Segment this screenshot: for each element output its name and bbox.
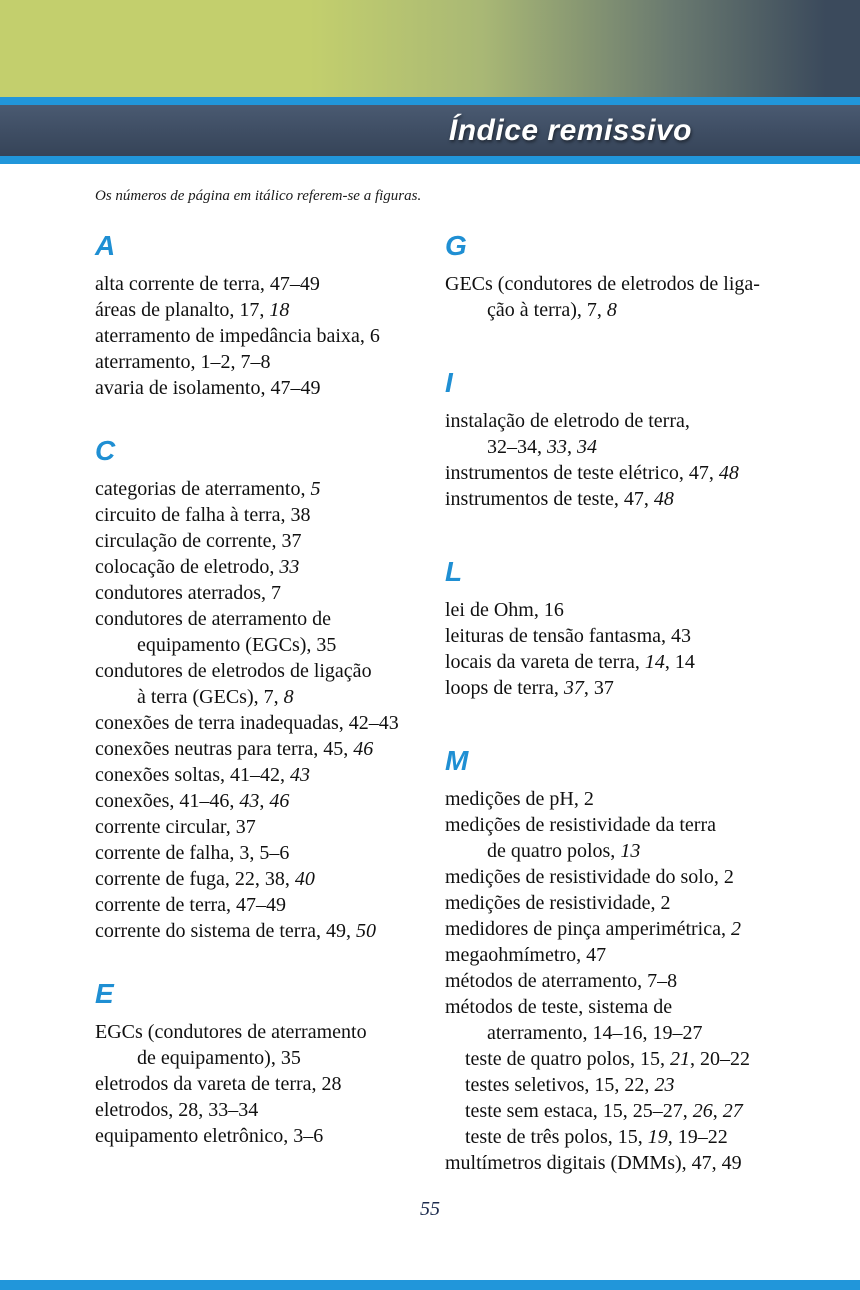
- entry-text: 32–34,: [487, 436, 547, 458]
- index-entry: [445, 994, 840, 1020]
- index-entry: [445, 864, 840, 890]
- index-entry: [445, 460, 840, 486]
- entry-text: teste de quatro polos, 15,: [465, 1048, 670, 1070]
- figure-page-ref: 21: [669, 1048, 690, 1070]
- entry-text: multímetros digitais (DMMs), 47, 49: [445, 1152, 742, 1174]
- index-entry: [445, 597, 840, 623]
- entry-text: , 14: [664, 651, 695, 673]
- entry-text: ,: [259, 790, 270, 812]
- index-section-l: [445, 558, 840, 701]
- figure-page-ref: 33: [547, 436, 567, 458]
- figure-page-ref: 40: [294, 868, 315, 890]
- index-section-e: [95, 980, 445, 1149]
- figure-page-ref: 2: [731, 918, 741, 940]
- index-entry: [95, 580, 445, 606]
- index-entry: [445, 916, 840, 942]
- entry-text: eletrodos, 28, 33–34: [95, 1099, 259, 1121]
- column-left: [95, 232, 445, 1176]
- figure-page-ref: 26: [692, 1100, 713, 1122]
- figure-page-ref: 8: [606, 299, 617, 321]
- figure-page-ref: 37: [563, 677, 584, 699]
- figure-page-ref: 34: [577, 436, 597, 458]
- entry-text: conexões, 41–46,: [95, 790, 240, 812]
- index-entry: [95, 736, 445, 762]
- index-entry: [445, 297, 840, 323]
- section-letter: E: [95, 978, 114, 1009]
- index-columns: [95, 232, 840, 1176]
- index-entry: [445, 649, 840, 675]
- index-section-c: [95, 437, 445, 944]
- entry-text: métodos de teste, sistema de: [445, 996, 673, 1018]
- index-entry: [95, 788, 445, 814]
- index-section-m: [445, 747, 840, 1176]
- index-entry: [95, 632, 445, 658]
- page-title: Índice remissivo: [448, 113, 692, 147]
- entry-text: testes seletivos, 15, 22,: [465, 1074, 655, 1096]
- entry-text: avaria de isolamento, 47–49: [95, 377, 321, 399]
- index-entry: [445, 1020, 840, 1046]
- entry-text: áreas de planalto, 17,: [95, 299, 270, 321]
- index-entry: [445, 434, 840, 460]
- index-entry: [95, 918, 445, 944]
- entry-text: alta corrente de terra, 47–49: [95, 273, 320, 295]
- footer-bar: [0, 1280, 860, 1290]
- index-entry: [95, 476, 445, 502]
- entry-text: categorias de aterramento,: [95, 478, 311, 500]
- entry-text: , 37: [583, 677, 614, 699]
- index-entry: [95, 375, 445, 401]
- entry-text: equipamento eletrônico, 3–6: [95, 1125, 324, 1147]
- entry-text: medidores de pinça amperimétrica,: [445, 918, 731, 940]
- entry-text: instrumentos de teste, 47,: [445, 488, 654, 510]
- section-letter: C: [95, 435, 116, 466]
- figure-page-ref: 13: [620, 840, 641, 862]
- figure-page-ref: 27: [722, 1100, 743, 1122]
- figure-page-ref: 5: [310, 478, 321, 500]
- index-entry: [95, 762, 445, 788]
- index-entry: [95, 1123, 445, 1149]
- entry-text: equipamento (EGCs), 35: [137, 634, 337, 656]
- figure-page-ref: 48: [718, 462, 739, 484]
- section-letter: A: [95, 230, 116, 261]
- entry-text: , 20–22: [689, 1048, 750, 1070]
- index-entry: [95, 1019, 445, 1045]
- column-right: [445, 232, 840, 1176]
- header-stripe-bottom: [0, 156, 860, 164]
- index-entry: [95, 710, 445, 736]
- section-letter: M: [445, 745, 469, 776]
- entry-text: aterramento de impedância baixa, 6: [95, 325, 380, 347]
- index-entry: [445, 408, 840, 434]
- index-entry: [95, 892, 445, 918]
- index-section-a: [95, 232, 445, 401]
- figure-page-ref: 50: [356, 920, 377, 942]
- entry-text: eletrodos da vareta de terra, 28: [95, 1073, 342, 1095]
- index-entry: [445, 968, 840, 994]
- entry-text: loops de terra,: [445, 677, 564, 699]
- index-entry: [445, 812, 840, 838]
- index-entry: [445, 271, 840, 297]
- index-entry: [445, 838, 840, 864]
- index-entry: [95, 554, 445, 580]
- entry-text: condutores de aterramento de: [95, 608, 332, 630]
- entry-text: corrente de fuga, 22, 38,: [95, 868, 295, 890]
- index-entry: [445, 623, 840, 649]
- index-section-g: [445, 232, 840, 323]
- index-entry: [95, 297, 445, 323]
- figure-page-ref: 46: [269, 790, 290, 812]
- entry-text: corrente de terra, 47–49: [95, 894, 287, 916]
- index-entry: [95, 866, 445, 892]
- index-entry: [445, 1046, 840, 1072]
- entry-text: EGCs (condutores de aterramento: [95, 1021, 367, 1043]
- figure-page-ref: 46: [353, 738, 374, 760]
- entry-text: GECs (condutores de eletrodos de liga-: [445, 273, 760, 295]
- entry-text: medições de pH, 2: [445, 788, 594, 810]
- index-entry: [95, 1045, 445, 1071]
- index-entry: [445, 942, 840, 968]
- figure-page-ref: 43: [289, 764, 310, 786]
- header-stripe-top: [0, 97, 860, 105]
- entry-text: leituras de tensão fantasma, 43: [445, 625, 692, 647]
- entry-text: instalação de eletrodo de terra,: [445, 410, 690, 432]
- index-entry: [95, 1097, 445, 1123]
- page-number: 55: [420, 1198, 440, 1220]
- entry-text: lei de Ohm, 16: [445, 599, 564, 621]
- index-entry: [445, 675, 840, 701]
- entry-text: corrente de falha, 3, 5–6: [95, 842, 290, 864]
- index-entry: [95, 606, 445, 632]
- section-letter: L: [445, 556, 463, 587]
- entry-text: circulação de corrente, 37: [95, 530, 302, 552]
- entry-text: medições de resistividade da terra: [445, 814, 716, 836]
- entry-text: corrente circular, 37: [95, 816, 256, 838]
- index-entry: [95, 814, 445, 840]
- entry-text: medições de resistividade, 2: [445, 892, 671, 914]
- entry-text: megaohmímetro, 47: [445, 944, 607, 966]
- index-entry: [445, 1072, 840, 1098]
- figure-page-ref: 8: [283, 686, 294, 708]
- entry-text: corrente do sistema de terra, 49,: [95, 920, 357, 942]
- entry-text: medições de resistividade do solo, 2: [445, 866, 734, 888]
- entry-text: condutores aterrados, 7: [95, 582, 282, 604]
- entry-text: teste sem estaca, 15, 25–27,: [465, 1100, 693, 1122]
- index-entry: [445, 1124, 840, 1150]
- index-entry: [445, 1150, 840, 1176]
- index-entry: [95, 271, 445, 297]
- index-entry: [445, 786, 840, 812]
- index-entry: [95, 658, 445, 684]
- index-entry: [95, 840, 445, 866]
- index-entry: [95, 502, 445, 528]
- index-entry: [445, 486, 840, 512]
- entry-text: aterramento, 14–16, 19–27: [487, 1022, 703, 1044]
- entry-text: conexões soltas, 41–42,: [95, 764, 290, 786]
- section-letter: I: [445, 367, 453, 398]
- entry-text: conexões de terra inadequadas, 42–43: [95, 712, 399, 734]
- entry-text: conexões neutras para terra, 45,: [95, 738, 354, 760]
- index-entry: [95, 323, 445, 349]
- entry-text: à terra (GECs), 7,: [137, 686, 284, 708]
- entry-text: teste de três polos, 15,: [465, 1126, 648, 1148]
- figure-page-ref: 43: [239, 790, 260, 812]
- index-section-i: [445, 369, 840, 512]
- figure-page-ref: 23: [654, 1074, 675, 1096]
- figure-page-ref: 19: [647, 1126, 668, 1148]
- entry-text: ,: [712, 1100, 723, 1122]
- entry-text: , 19–22: [667, 1126, 728, 1148]
- figure-page-ref: 48: [653, 488, 674, 510]
- figures-note: Os números de página em itálico referem-se a figuras.: [95, 188, 422, 204]
- index-entry: [445, 1098, 840, 1124]
- index-entry: [95, 349, 445, 375]
- entry-text: instrumentos de teste elétrico, 47,: [445, 462, 719, 484]
- entry-text: de equipamento), 35: [137, 1047, 301, 1069]
- entry-text: métodos de aterramento, 7–8: [445, 970, 678, 992]
- index-entry: [445, 890, 840, 916]
- entry-text: colocação de eletrodo,: [95, 556, 280, 578]
- figure-page-ref: 18: [269, 299, 290, 321]
- header-title-bar: [0, 105, 860, 156]
- entry-text: de quatro polos,: [487, 840, 621, 862]
- entry-text: ,: [567, 436, 577, 458]
- entry-text: aterramento, 1–2, 7–8: [95, 351, 271, 373]
- index-entry: [95, 528, 445, 554]
- index-entry: [95, 1071, 445, 1097]
- entry-text: locais da vareta de terra,: [445, 651, 645, 673]
- entry-text: circuito de falha à terra, 38: [95, 504, 311, 526]
- index-entry: [95, 684, 445, 710]
- figure-page-ref: 14: [644, 651, 665, 673]
- figure-page-ref: 33: [279, 556, 300, 578]
- entry-text: condutores de eletrodos de ligação: [95, 660, 372, 682]
- entry-text: ção à terra), 7,: [487, 299, 607, 321]
- content-area: [0, 188, 860, 1176]
- section-letter: G: [445, 230, 467, 261]
- header-gradient-band: [0, 0, 860, 97]
